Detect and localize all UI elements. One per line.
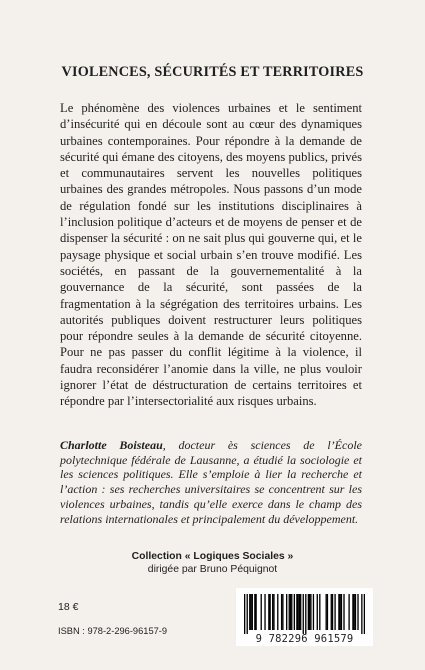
barcode-bar	[261, 594, 262, 630]
barcode-bar	[310, 594, 311, 630]
barcode-bar	[277, 594, 278, 630]
barcode-bar	[299, 594, 300, 630]
barcode-bar	[289, 594, 290, 630]
barcode-bar	[290, 594, 291, 630]
barcode-bar	[340, 594, 341, 630]
barcode-bar	[361, 594, 362, 634]
barcode-bar	[303, 594, 304, 634]
barcode-bar	[341, 594, 342, 630]
author-bio	[60, 438, 362, 526]
collection-info	[0, 550, 425, 576]
collection-director: dirigée par Bruno Péquignot	[147, 564, 278, 575]
barcode-bar	[286, 594, 287, 630]
barcode-bar	[327, 594, 328, 630]
barcode-bar	[294, 594, 295, 630]
barcode-bar	[281, 594, 282, 630]
barcode-bar	[319, 594, 320, 630]
barcode-bar	[309, 594, 310, 630]
barcode-bar	[250, 594, 251, 630]
barcode-bar	[355, 594, 356, 630]
barcode-bar	[297, 594, 298, 630]
barcode-bar	[300, 594, 301, 630]
blurb-paragraph: Le phénomène des violences urbaines et le sentiment d’insécurité qui en découle sont au cœur des dynamiques urbaines contemporaines. Pour répondre à la demande de sécurité qui émane des citoyens, des moyens publics, privés et communautaires servent les nouvelles politiques urbaines des grandes métropoles. Nous passons d’un mode de régulation fondé sur les institutions disciplinaires à l’inclusion politique d’acteurs et de moyens de penser et de dispenser la sécurité : on ne sait plus qui gouverne qui, et le paysage physique et social urbain s’en trouve modifié. Les sociétés, en passant de la gouvernementalité à la gouvernance de la sécurité, sont passées de la fragmentation à la ségrégation des territoires urbains. Les autorités publiques doivent restructurer leurs politiques pour répondre seules à la demande de sécurité citoyenne. Pour ne pas passer du conflit légitime à la violence, il faudra reconsidérer l’anomie dans la ville, ne plus vouloir ignorer l’état de déstructuration de certains territoires et répondre par l’intersectorialité aux risques urbains.	[60, 101, 362, 409]
barcode-bar	[352, 594, 353, 630]
barcode-bar	[273, 594, 274, 630]
barcode-bar	[291, 594, 292, 630]
barcode-bar	[244, 594, 245, 634]
barcode-bar	[247, 594, 248, 634]
barcode-bar	[334, 594, 335, 630]
barcode-bar	[332, 594, 333, 630]
barcode-bar	[282, 594, 283, 630]
barcode-bar	[305, 594, 306, 634]
barcode-bar	[364, 594, 365, 634]
barcode-bar	[255, 594, 256, 630]
barcode-bar	[254, 594, 255, 630]
barcode-bar	[272, 594, 273, 630]
barcode-bar	[326, 594, 327, 630]
barcode-bar	[317, 594, 318, 630]
author-name: Charlotte Boisteau	[60, 438, 163, 452]
barcode-bar	[264, 594, 265, 630]
barcode-bar	[348, 594, 349, 630]
barcode-bar	[296, 594, 297, 630]
collection-name: Collection « Logiques Sociales »	[131, 551, 294, 562]
barcode-bar	[338, 594, 339, 630]
blurb-text	[60, 100, 362, 410]
barcode-digits: 9 782296 961579	[255, 633, 354, 645]
isbn-label: ISBN : 978-2-296-96157-9	[58, 626, 168, 636]
barcode-bar	[252, 594, 253, 630]
barcode-bar	[308, 594, 309, 630]
book-title: VIOLENCES, SÉCURITÉS ET TERRITOIRES	[61, 64, 364, 80]
barcode	[236, 588, 373, 646]
barcode-bar	[313, 594, 314, 630]
barcode-bar	[343, 594, 344, 630]
author-bio-text: , docteur ès sciences de l’École polytechnique fédérale de Lausanne, a étudié la sociologie et les sciences politiques. Elle s’emploie à lier la recherche et l’action : ses recherches universitaires se concentrent sur les violences urbaines, tandis qu’elle exerce dans le champ des relations internationales et principalement du développement.	[60, 438, 362, 526]
barcode-bar	[268, 594, 269, 630]
barcode-bars	[244, 594, 365, 634]
price-label: 18 €	[58, 601, 79, 613]
barcode-bar	[249, 594, 250, 630]
barcode-bar	[331, 594, 332, 630]
barcode-bar	[354, 594, 355, 630]
barcode-bar	[357, 594, 358, 630]
barcode-bar	[269, 594, 270, 630]
